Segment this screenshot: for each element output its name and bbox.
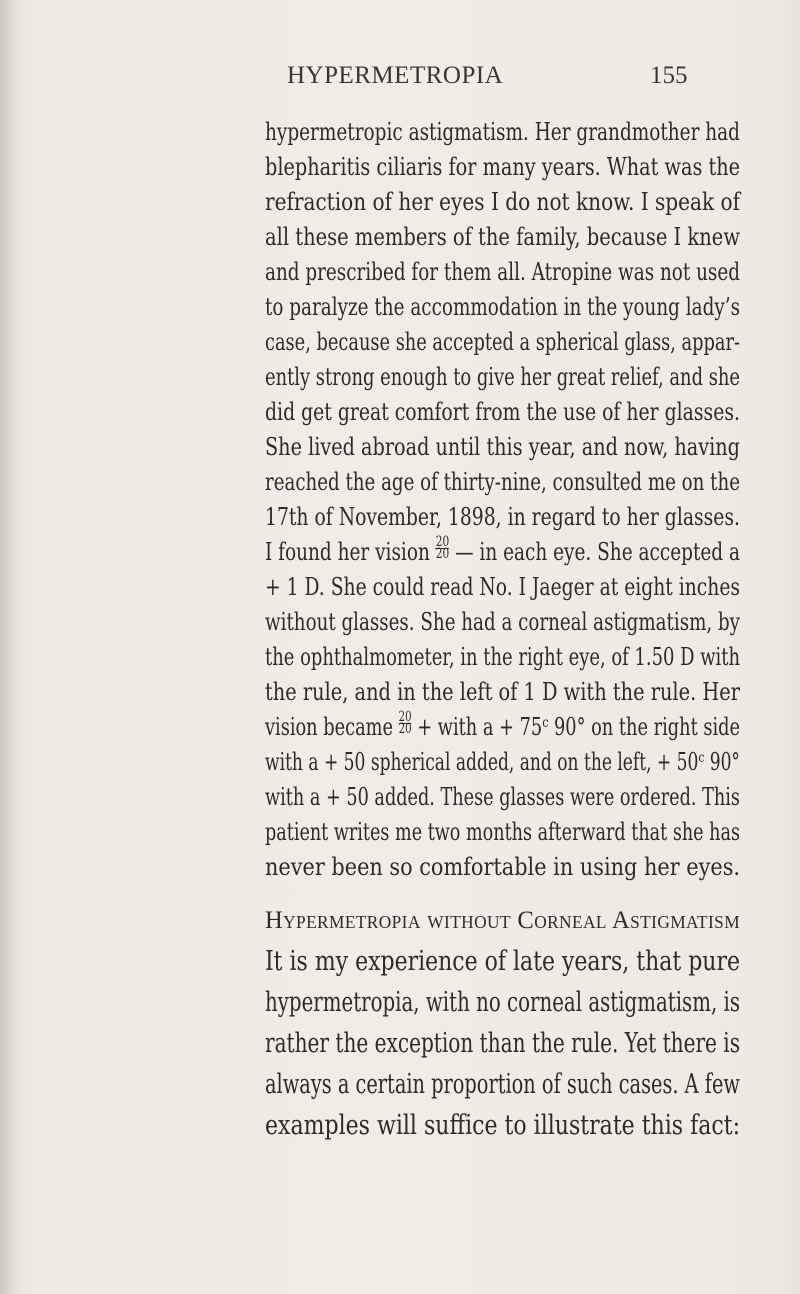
text-line: the ophthalmometer, in the right eye, of 1.50 D with	[265, 642, 741, 671]
text-line: rather the exception than the rule. Yet there is	[265, 1027, 741, 1059]
text-line: hypermetropia, with no corneal astigmatism, is	[265, 986, 741, 1018]
line-text: vision became	[265, 712, 399, 741]
text-line: all these members of the family, because I knew	[265, 222, 741, 251]
text-line: always a certain proportion of such cases. A few	[265, 1068, 740, 1100]
text-line: without glasses. She had a corneal astigmatism, by	[265, 607, 741, 636]
page-number: 155	[650, 62, 688, 89]
text-line: It is my experience of late years, that pure	[265, 945, 740, 977]
text-line: to paralyze the accommodation in the young lady’s	[265, 292, 741, 321]
line-text: I found her vision	[265, 537, 436, 566]
vision-fraction	[435, 534, 450, 562]
text-line: did get great comfort from the use of her glasses.	[265, 397, 740, 426]
text-line: with a + 50 spherical added, and on the left, + 50ᶜ 90°	[265, 747, 740, 776]
text-line: ently strong enough to give her great relief, and she	[265, 362, 741, 391]
text-line: patient writes me two months afterward that she has	[265, 817, 741, 846]
text-line: reached the age of thirty-nine, consulted me on the	[265, 467, 740, 496]
text-line: examples will suffice to illustrate this fact:	[265, 1109, 741, 1141]
text-line: blepharitis ciliaris for many years. What was the	[265, 152, 741, 181]
line-text: — in each eye. She accepted a	[449, 537, 740, 566]
running-head: HYPERMETROPIA	[287, 62, 504, 89]
spine-shadow	[0, 0, 18, 1294]
text-line: never been so comfortable in using her eyes.	[265, 852, 741, 881]
text-line-with-fraction	[265, 709, 741, 742]
text-line: + 1 D. She could read No. I Jaeger at eight inches	[265, 572, 741, 601]
text-line: and prescribed for them all. Atropine was not used	[265, 257, 740, 286]
line-text: + with a + 75ᶜ 90° on the right side	[411, 712, 741, 741]
text-line: case, because she accepted a spherical glass, appar-	[265, 327, 740, 356]
fraction-denominator: 20	[398, 721, 412, 737]
section-heading-text: Hypermetropia without Corneal Astigmatism	[265, 905, 741, 934]
text-line: refraction of her eyes I do not know. I speak of	[265, 187, 741, 216]
fraction-numerator: 20	[398, 709, 412, 725]
fraction-numerator: 20	[435, 534, 450, 550]
text-line: with a + 50 added. These glasses were ordered. This	[265, 782, 740, 811]
text-line: 17th of November, 1898, in regard to her glasses.	[265, 502, 740, 531]
section-heading	[265, 905, 740, 935]
vision-fraction	[398, 709, 412, 737]
text-line: hypermetropic astigmatism. Her grandmother had	[265, 117, 740, 146]
text-line: She lived abroad until this year, and now, having	[265, 432, 740, 461]
text-line: the rule, and in the left of 1 D with the rule. Her	[265, 677, 740, 706]
fraction-denominator: 20	[435, 546, 450, 562]
text-line-with-fraction	[265, 534, 740, 567]
